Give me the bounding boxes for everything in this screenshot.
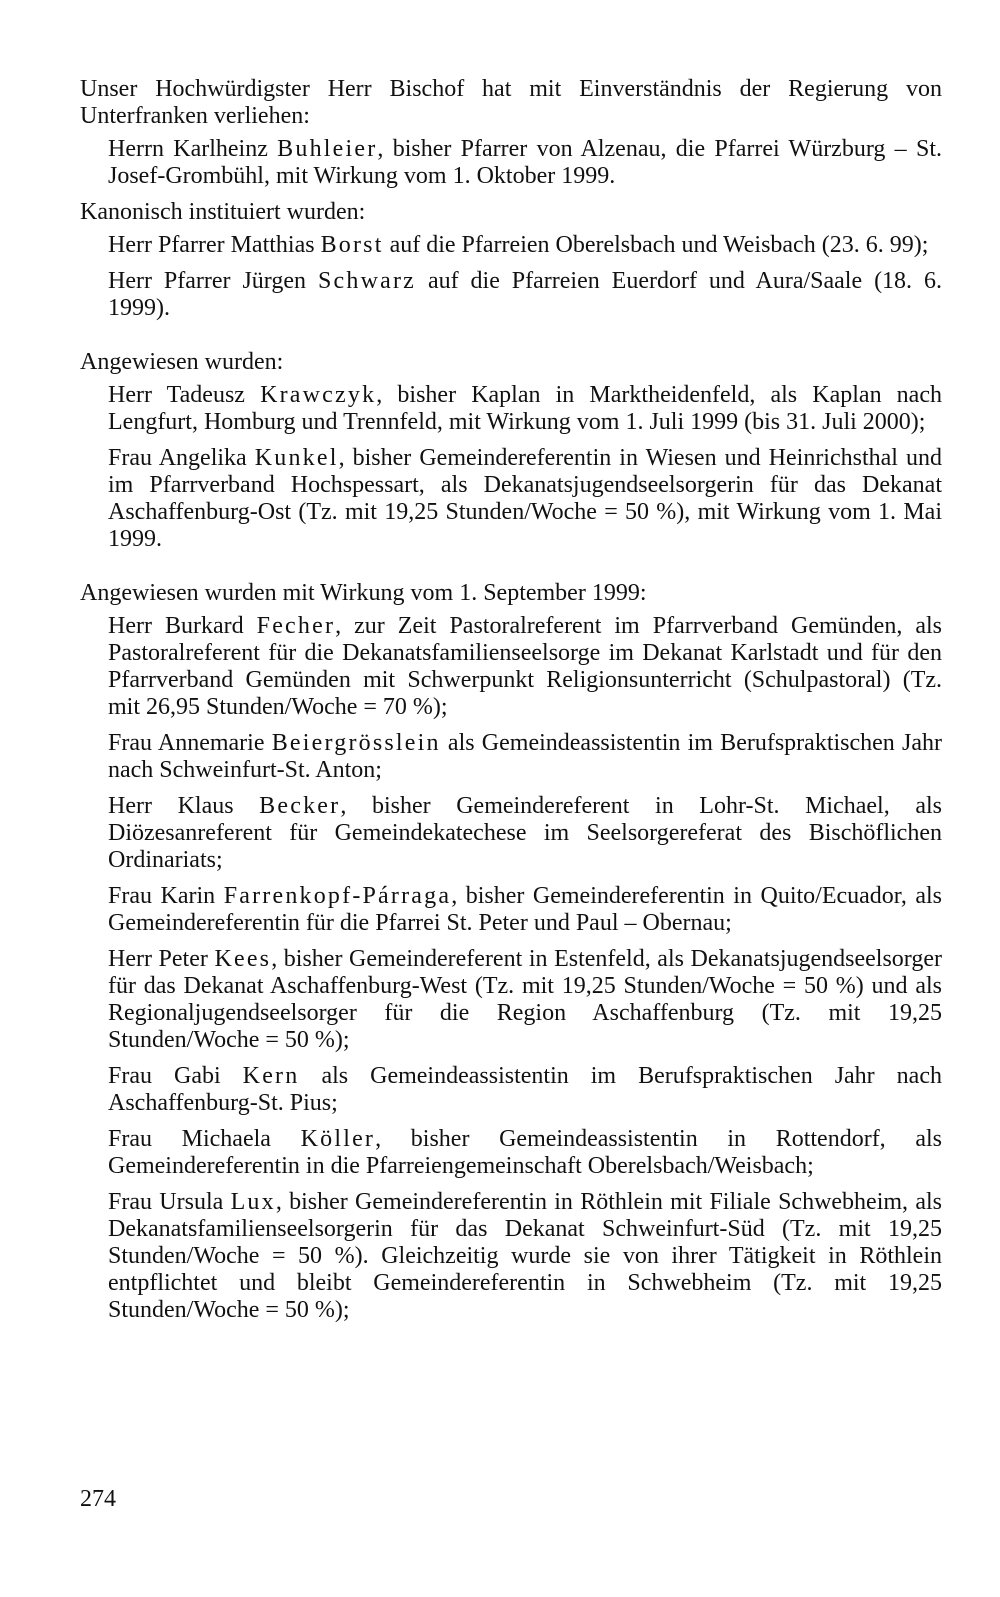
entry-surname: Krawczyk — [260, 382, 377, 408]
entry-prefix: Frau Karin — [108, 883, 224, 909]
entry-kern — [108, 1063, 942, 1117]
entry-koeller — [108, 1126, 942, 1180]
entry-text: , bisher Pfarrer von Alzenau, die Pfarrei Würzburg – St. Josef-Grombühl, mit Wirkung vom 1. Oktober 1999. — [108, 136, 942, 189]
entry-prefix: Herr Peter — [108, 946, 215, 972]
entry-prefix: Frau Ursula — [108, 1189, 231, 1215]
entry-text: , bisher Gemeindereferentin in Quito/Ecuador, als Gemeindereferentin für die Pfarrei St. Peter und Paul – Obernau; — [108, 883, 942, 936]
kanonisch-heading: Kanonisch instituiert wurden: — [80, 199, 366, 225]
section-spacer — [80, 331, 942, 349]
entry-prefix: Frau Angelika — [108, 445, 255, 471]
entry-borst — [108, 232, 942, 259]
entry-krawczyk — [108, 382, 942, 436]
entry-prefix: Herr Tadeusz — [108, 382, 261, 408]
entry-surname: Kern — [242, 1063, 300, 1089]
entry-surname: Becker — [259, 793, 341, 819]
entry-farrenkopf — [108, 883, 942, 937]
entry-text: auf die Pfarreien Euerdorf und Aura/Saale (18. 6. 1999). — [108, 268, 942, 321]
angewiesen-heading: Angewiesen wurden: — [80, 349, 284, 375]
entry-surname: Kees — [214, 946, 272, 972]
entry-text: als Gemeindeassistentin im Berufspraktischen Jahr nach Aschaffenburg-St. Pius; — [108, 1063, 942, 1116]
entry-schwarz — [108, 268, 942, 322]
entry-surname: Köller — [300, 1126, 376, 1152]
entry-surname: Fecher — [256, 613, 336, 639]
entry-surname: Beiergrösslein — [271, 730, 441, 756]
entry-surname: Schwarz — [317, 268, 416, 294]
entry-surname: Buhleier — [277, 136, 378, 162]
entry-text: , bisher Gemeindereferentin in Wiesen und Heinrichsthal und im Pfarrverband Hochspessart, als Dekanatsjugendseelsorgerin für das Dekanat Aschaffenburg-Ost (Tz. mit 19,25 Stunden/Woche = 50 %), mit Wirkung vom 1. Mai 1999. — [108, 445, 942, 552]
september-heading: Angewiesen wurden mit Wirkung vom 1. September 1999: — [80, 580, 647, 606]
page-number: 274 — [80, 1486, 116, 1512]
entry-text: , bisher Gemeindeassistentin in Rottendorf, als Gemeindereferentin in die Pfarreiengemeinschaft Oberelsbach/Weisbach; — [108, 1126, 942, 1179]
entry-kunkel — [108, 445, 942, 553]
entry-prefix: Frau Gabi — [108, 1063, 243, 1089]
entry-prefix: Frau Michaela — [108, 1126, 301, 1152]
entry-becker — [108, 793, 942, 874]
entry-lux — [108, 1189, 942, 1324]
entry-surname: Lux — [230, 1189, 276, 1215]
entry-text: , bisher Kaplan in Marktheidenfeld, als Kaplan nach Lengfurt, Homburg und Trennfeld, mit Wirkung vom 1. Juli 1999 (bis 31. Juli 2000); — [108, 382, 942, 435]
entry-text: als Gemeindeassistentin im Berufspraktischen Jahr nach Schweinfurt-St. Anton; — [108, 730, 942, 783]
entry-text: , zur Zeit Pastoralreferent im Pfarrverband Gemünden, als Pastoralreferent für die Dekanatsfamilienseelsorge im Dekanat Karlstadt und für den Pfarrverband Gemünden mit Schwerpunkt Religionsunterricht (Schulpastoral) (Tz. mit 26,95 Stunden/Woche = 70 %); — [108, 613, 942, 720]
entry-surname: Kunkel — [254, 445, 339, 471]
entry-text: , bisher Gemeindereferent in Lohr-St. Michael, als Diözesanreferent für Gemeindekatechese im Seelsorgereferat des Bischöflichen Ordinariats; — [108, 793, 942, 873]
entry-text: auf die Pfarreien Oberelsbach und Weisbach (23. 6. 99); — [383, 232, 929, 258]
document-page — [80, 76, 942, 1333]
entry-text: , bisher Gemeindereferentin in Röthlein mit Filiale Schwebheim, als Dekanatsfamilienseelsorgerin für das Dekanat Schweinfurt-Süd (Tz. mit 19,25 Stunden/Woche = 50 %). Gleichzeitig wurde sie von ihrer Tätigkeit in Röthlein entpflichtet und bleibt Gemeindereferentin in Schwebheim (Tz. mit 19,25 Stunden/Woche = 50 %); — [108, 1189, 942, 1323]
entry-prefix: Herr Pfarrer Matthias — [108, 232, 321, 258]
entry-surname: Borst — [320, 232, 384, 258]
entry-beiergroesslein — [108, 730, 942, 784]
entry-surname: Farrenkopf-Párraga — [223, 883, 452, 909]
intro-heading: Unser Hochwürdigster Herr Bischof hat mit Einverständnis der Regierung von Unterfranken verliehen: — [80, 76, 942, 129]
entry-prefix: Herrn Karlheinz — [108, 136, 278, 162]
entry-text: , bisher Gemeindereferent in Estenfeld, als Dekanatsjugendseelsorger für das Dekanat Aschaffenburg-West (Tz. mit 19,25 Stunden/Woche = 50 %) und als Regionaljugendseelsorger für die Region Aschaffenburg (Tz. mit 19,25 Stunden/Woche = 50 %); — [108, 946, 942, 1053]
entry-prefix: Herr Klaus — [108, 793, 260, 819]
entry-prefix: Herr Burkard — [108, 613, 257, 639]
entry-buhleier — [108, 136, 942, 190]
entry-fecher — [108, 613, 942, 721]
entry-kees — [108, 946, 942, 1054]
section-spacer — [80, 562, 942, 580]
entry-prefix: Herr Pfarrer Jürgen — [108, 268, 318, 294]
entry-prefix: Frau Annemarie — [108, 730, 272, 756]
